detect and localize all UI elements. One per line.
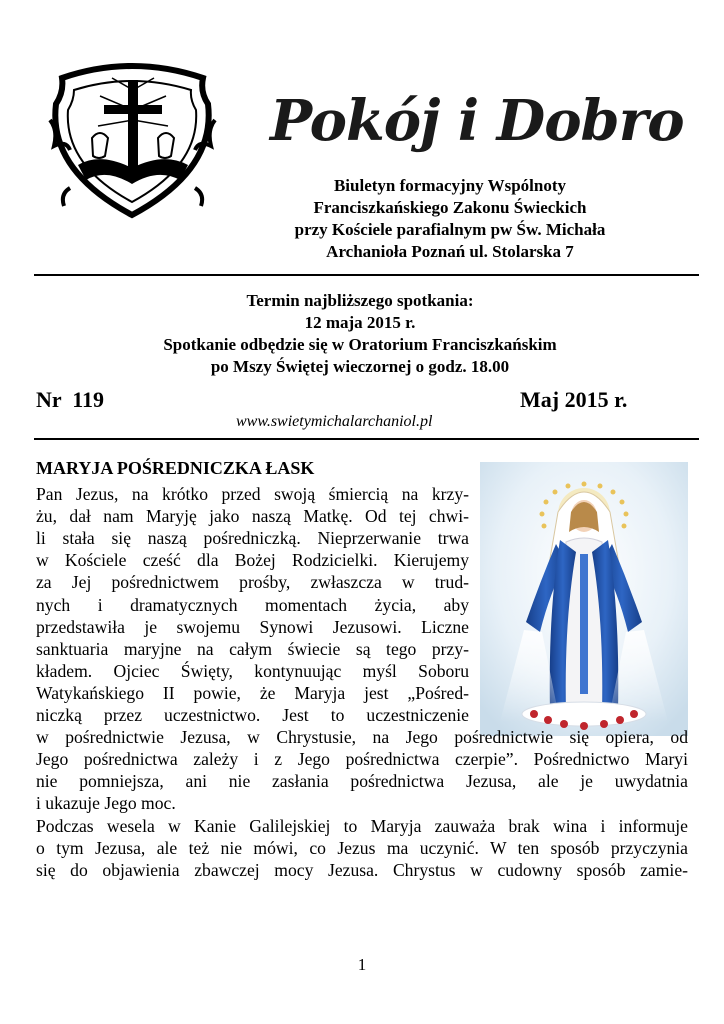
meeting-line: Termin najbliższego spotkania: [246, 291, 474, 310]
header-divider [34, 274, 699, 276]
article-line-text: w Kościele cześć dla Bożej Rodzicielki. Kierujemy [36, 550, 469, 571]
subtitle-line: Biuletyn formacyjny Wspólnoty [333, 176, 567, 195]
article-line [36, 505, 469, 527]
meeting-line: 12 maja 2015 r. [304, 313, 416, 332]
issue-divider [34, 438, 699, 440]
article-line-text: nie pomniejsza, ani nie zasłania pośrednictwa Jezusa, ale je uwydatnia [36, 771, 688, 792]
article-line-text: i ukazuje Jego moc. [36, 793, 176, 814]
article-line-text: żu, dał nam Maryję jako naszą Matkę. Od tej chwi- [36, 506, 469, 527]
article-line [36, 660, 469, 682]
article-line-text: Pan Jezus, na krótko przed swoją śmiercią na krzy- [36, 484, 469, 504]
article-line-text: Jego pośrednictwa zależy i z Jego pośrednictwa czerpie”. Pośrednictwo Maryi [36, 749, 688, 770]
article-line [36, 859, 688, 881]
article-heading: MARYJA POŚREDNICZKA ŁASK [36, 458, 315, 478]
subtitle-line: Archanioła Poznań ul. Stolarska 7 [326, 242, 574, 261]
article-line [36, 837, 688, 859]
article-line [36, 527, 469, 549]
article-line-text: przedstawiła je swojemu Synowi Jezusowi. Liczne [36, 616, 469, 637]
meeting-line: po Mszy Świętej wieczornej o godz. 18.00 [210, 357, 510, 376]
article-line [36, 726, 688, 748]
article-line-text: Podczas wesela w Kanie Galilejskiej to Maryja zauważa brak wina i informuje [36, 815, 688, 836]
article-line-text: o tym Jezusa, ale też nie mówi, co Jezus ma uczynić. W ten sposób przyczynia [36, 837, 688, 858]
website-link[interactable]: www.swietymichalarchaniol.pl [236, 413, 433, 430]
article-line [36, 571, 469, 593]
article-line-text: się do objawienia zbawczej mocy Jezusa. Chrystus w cudowny sposób zamie- [36, 859, 688, 880]
meeting-line: Spotkanie odbędzie się w Oratorium Franciszkańskim [163, 335, 557, 354]
article-line-text: za Jej pośrednictwem prośby, zwłaszcza w trud- [36, 572, 469, 593]
article-line [36, 594, 469, 616]
article-line-text: li stała się naszą pośredniczką. Nieprzerwanie trwa [36, 528, 469, 549]
article-line-text: kładem. Ojciec Święty, kontynuując myśl Soboru [36, 660, 469, 681]
meeting-notice [60, 290, 660, 378]
article-line [36, 616, 469, 638]
article-line [36, 748, 688, 770]
newsletter-title: Pokój i Dobro [270, 88, 684, 154]
article-line [36, 483, 469, 505]
page-number: 1 [357, 955, 367, 974]
subtitle-line: przy Kościele parafialnym pw Św. Michała [294, 220, 606, 239]
article-line-text: nych i dramatycznych momentach życia, aby [36, 594, 469, 615]
article-line [36, 815, 688, 837]
issue-date: Maj 2015 r. [520, 387, 628, 412]
newsletter-subtitle [260, 175, 640, 263]
article-line-text: Watykańskiego II powie, że Maryja jest „Pośred- [36, 682, 469, 703]
mary-mediatrix-image [480, 462, 688, 736]
article-line-text: niczką przez uczestnictwo. Jest to uczestniczenie [36, 705, 469, 725]
article-line [36, 770, 688, 792]
article-line [36, 638, 469, 660]
article-line [36, 682, 469, 704]
franciscan-emblem-icon [40, 60, 225, 220]
article-line-text: sanktuaria maryjne na całym świecie są tego przy- [36, 638, 469, 659]
article-line [36, 704, 469, 726]
article-line [36, 549, 469, 571]
issue-number: Nr 119 [36, 387, 105, 412]
subtitle-line: Franciszkańskiego Zakonu Świeckich [313, 198, 587, 217]
article-line [36, 792, 688, 814]
article-line-text: w pośrednictwie Jezusa, w Chrystusie, na Jego pośrednictwie się opiera, od [36, 727, 688, 748]
